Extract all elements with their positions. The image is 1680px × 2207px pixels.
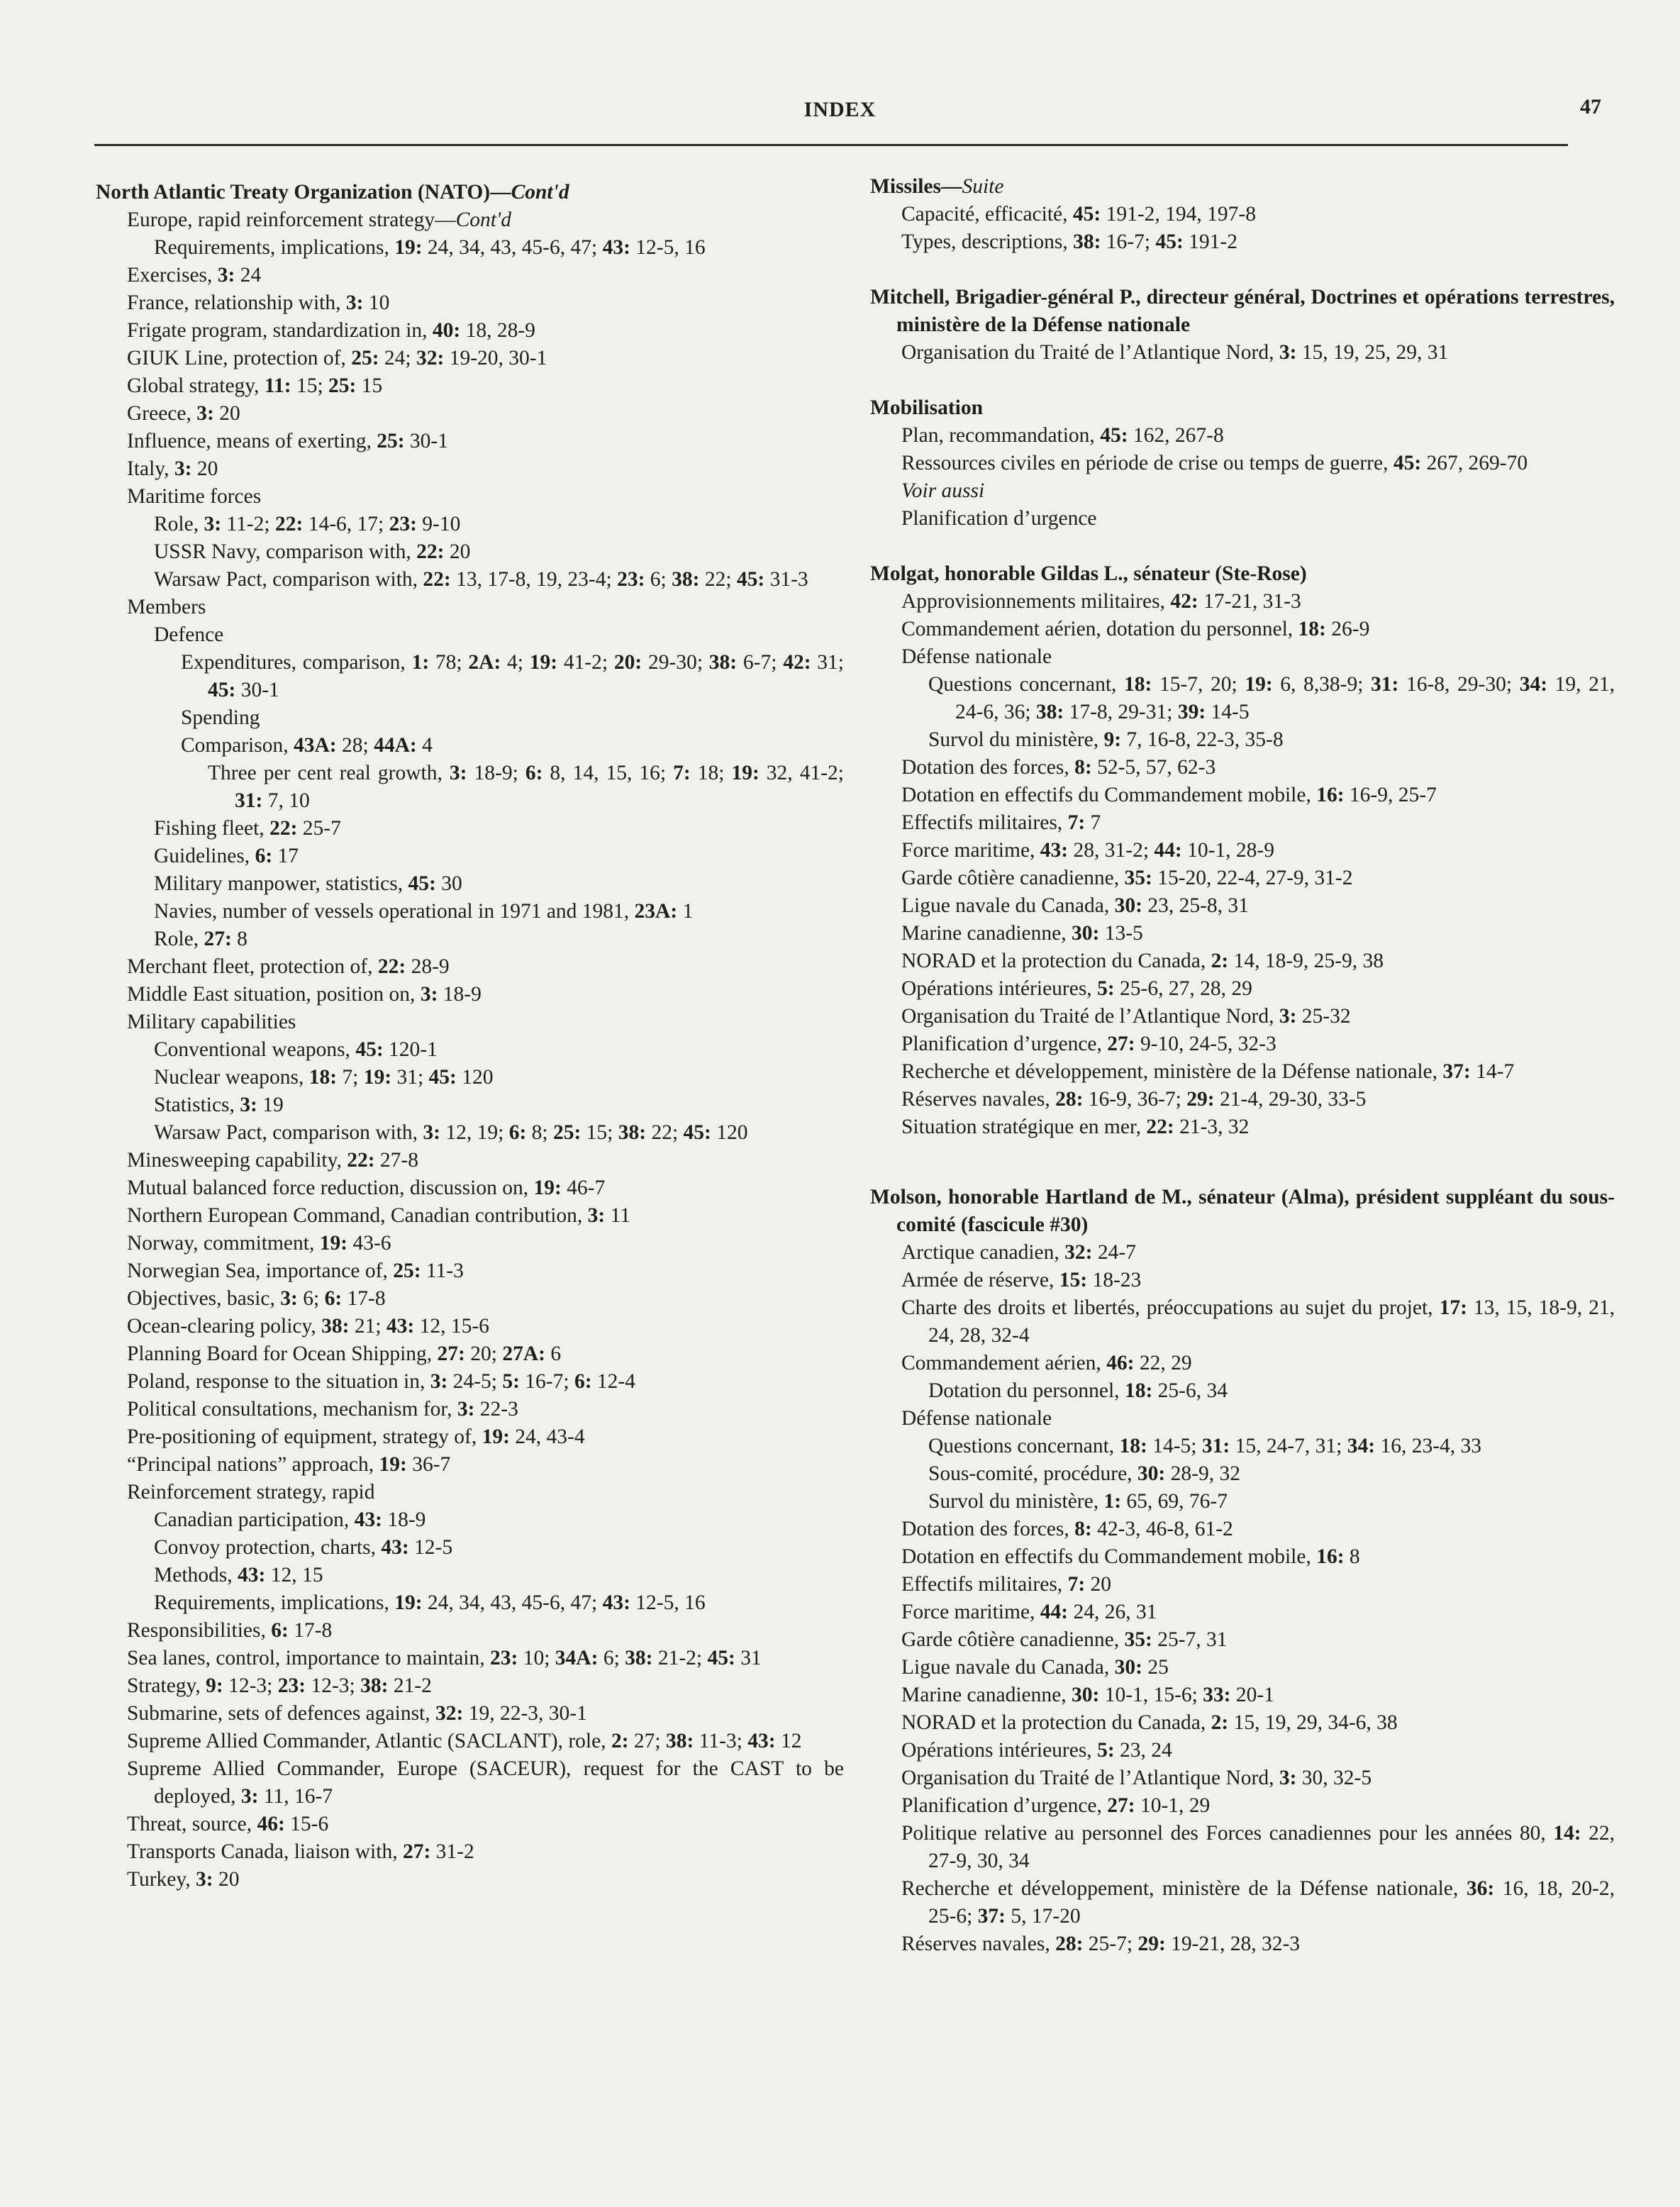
index-line: Supreme Allied Commander, Europe (SACEUR), request for the CAST to be deployed, 3: 11, 16-7 <box>127 1757 844 1808</box>
index-line: Types, descriptions, 38: 16-7; 45: 191-2 <box>901 230 1237 253</box>
index-line: Strategy, 9: 12-3; 23: 12-3; 38: 21-2 <box>127 1674 432 1697</box>
index-line: Convoy protection, charts, 43: 12-5 <box>154 1536 453 1559</box>
index-line: Planning Board for Ocean Shipping, 27: 20; 27A: 6 <box>127 1342 562 1365</box>
index-line: Global strategy, 11: 15; 25: 15 <box>127 374 383 397</box>
index-line: Members <box>127 596 206 618</box>
index-line: Sea lanes, control, importance to maintain, 23: 10; 34A: 6; 38: 21-2; 45: 31 <box>127 1647 762 1669</box>
index-line: Conventional weapons, 45: 120-1 <box>154 1038 438 1061</box>
index-line: Italy, 3: 20 <box>127 457 218 480</box>
index-line: Greece, 3: 20 <box>127 402 240 425</box>
index-line: Middle East situation, position on, 3: 18-9 <box>127 983 482 1006</box>
index-line: USSR Navy, comparison with, 22: 20 <box>154 540 471 563</box>
index-line: NORAD et la protection du Canada, 2: 14, 18-9, 25-9, 38 <box>901 950 1384 972</box>
entry-heading: Mitchell, Brigadier-général P., directeur général, Doctrines et opérations terrestres, ministère de la Défense nationale <box>870 286 1615 336</box>
index-line: Armée de réserve, 15: 18-23 <box>901 1269 1142 1291</box>
right-column <box>870 173 1615 1958</box>
index-line: Warsaw Pact, comparison with, 22: 13, 17-8, 19, 23-4; 23: 6; 38: 22; 45: 31-3 <box>154 568 808 591</box>
left-entry-lines <box>96 206 844 1894</box>
index-line: Situation stratégique en mer, 22: 21-3, 32 <box>901 1116 1250 1138</box>
index-line: Charte des droits et libertés, préoccupations au sujet du projet, 17: 13, 15, 18-9, 21, 24, 28, 32-4 <box>901 1296 1615 1347</box>
index-line: Effectifs militaires, 7: 20 <box>901 1573 1112 1596</box>
index-line: Approvisionnements militaires, 42: 17-21, 31-3 <box>901 590 1301 613</box>
index-line: Marine canadienne, 30: 10-1, 15-6; 33: 20-1 <box>901 1684 1274 1706</box>
index-line: Maritime forces <box>127 485 262 508</box>
entry-heading: North Atlantic Treaty Organization (NATO)—Cont'd <box>96 181 569 204</box>
index-line: Canadian participation, 43: 18-9 <box>154 1508 426 1531</box>
index-line: Ocean-clearing policy, 38: 21; 43: 12, 15-6 <box>127 1315 489 1338</box>
index-line: Nuclear weapons, 18: 7; 19: 31; 45: 120 <box>154 1066 494 1089</box>
index-line: Guidelines, 6: 17 <box>154 845 299 867</box>
index-line: Comparison, 43A: 28; 44A: 4 <box>181 734 433 757</box>
running-head: INDEX <box>803 98 877 121</box>
index-line: Northern European Command, Canadian contribution, 3: 11 <box>127 1204 631 1227</box>
index-line: Objectives, basic, 3: 6; 6: 17-8 <box>127 1287 386 1310</box>
index-line: Merchant fleet, protection of, 22: 28-9 <box>127 955 450 978</box>
index-line: Political consultations, mechanism for, 3: 22-3 <box>127 1398 518 1421</box>
index-line: Mutual balanced force reduction, discussion on, 19: 46-7 <box>127 1177 606 1199</box>
index-line: Commandement aérien, 46: 22, 29 <box>901 1352 1192 1374</box>
index-line: Survol du ministère, 9: 7, 16-8, 22-3, 35-8 <box>928 728 1284 751</box>
index-line: Réserves navales, 28: 25-7; 29: 19-21, 28, 32-3 <box>901 1933 1301 1955</box>
index-line: Survol du ministère, 1: 65, 69, 76-7 <box>928 1490 1228 1513</box>
index-line: Fishing fleet, 22: 25-7 <box>154 817 341 840</box>
index-line: Military manpower, statistics, 45: 30 <box>154 872 462 895</box>
index-line: Transports Canada, liaison with, 27: 31-2 <box>127 1840 474 1863</box>
index-line: Ligue navale du Canada, 30: 25 <box>901 1656 1169 1679</box>
index-line: Marine canadienne, 30: 13-5 <box>901 922 1143 945</box>
entry-spacer <box>870 533 1615 560</box>
index-line: Ressources civiles en période de crise ou temps de guerre, 45: 267, 269-70 <box>901 452 1528 474</box>
entry-heading: Molson, honorable Hartland de M., sénateur (Alma), président suppléant du sous-comité (fascicule #30) <box>870 1186 1615 1236</box>
index-line: Europe, rapid reinforcement strategy—Cont'd <box>127 209 512 231</box>
index-line: Requirements, implications, 19: 24, 34, 43, 45-6, 47; 43: 12-5, 16 <box>154 1591 706 1614</box>
index-line: Voir aussi <box>901 479 985 502</box>
entry-spacer <box>870 1141 1615 1184</box>
entry-heading: Mobilisation <box>870 396 983 419</box>
index-line: Reinforcement strategy, rapid <box>127 1481 375 1503</box>
index-line: Questions concernant, 18: 14-5; 31: 15, 24-7, 31; 34: 16, 23-4, 33 <box>928 1435 1482 1457</box>
index-line: NORAD et la protection du Canada, 2: 15, 19, 29, 34-6, 38 <box>901 1711 1398 1734</box>
index-line: Garde côtière canadienne, 35: 25-7, 31 <box>901 1628 1228 1651</box>
index-line: Organisation du Traité de l’Atlantique Nord, 3: 25-32 <box>901 1005 1351 1028</box>
index-line: Warsaw Pact, comparison with, 3: 12, 19; 6: 8; 25: 15; 38: 22; 45: 120 <box>154 1121 748 1144</box>
index-line: Submarine, sets of defences against, 32: 19, 22-3, 30-1 <box>127 1702 587 1725</box>
index-line: Organisation du Traité de l’Atlantique Nord, 3: 30, 32-5 <box>901 1767 1372 1789</box>
index-line: Navies, number of vessels operational in 1971 and 1981, 23A: 1 <box>154 900 694 923</box>
index-line: Plan, recommandation, 45: 162, 267-8 <box>901 424 1224 447</box>
header-rule <box>94 144 1568 146</box>
index-line: Pre-positioning of equipment, strategy of, 19: 24, 43-4 <box>127 1425 585 1448</box>
index-line: Arctique canadien, 32: 24-7 <box>901 1241 1136 1264</box>
index-line: Military capabilities <box>127 1011 296 1033</box>
index-line: Planification d’urgence, 27: 10-1, 29 <box>901 1794 1211 1817</box>
index-line: Commandement aérien, dotation du personnel, 18: 26-9 <box>901 618 1370 640</box>
index-line: Force maritime, 43: 28, 31-2; 44: 10-1, 28-9 <box>901 839 1275 862</box>
index-line: Norway, commitment, 19: 43-6 <box>127 1232 391 1255</box>
index-line: Dotation des forces, 8: 42-3, 46-8, 61-2 <box>901 1518 1233 1540</box>
index-line: Effectifs militaires, 7: 7 <box>901 811 1101 834</box>
index-line: Requirements, implications, 19: 24, 34, 43, 45-6, 47; 43: 12-5, 16 <box>154 236 706 259</box>
index-line: Role, 27: 8 <box>154 928 247 950</box>
index-line: Dotation en effectifs du Commandement mobile, 16: 16-9, 25-7 <box>901 784 1437 806</box>
index-line: Capacité, efficacité, 45: 191-2, 194, 197-8 <box>901 203 1256 226</box>
index-line: Responsibilities, 6: 17-8 <box>127 1619 333 1642</box>
index-line: Dotation en effectifs du Commandement mobile, 16: 8 <box>901 1545 1360 1568</box>
index-line: Planification d’urgence, 27: 9-10, 24-5, 32-3 <box>901 1033 1276 1055</box>
index-line: Ligue navale du Canada, 30: 23, 25-8, 31 <box>901 894 1249 917</box>
index-line: Poland, response to the situation in, 3: 24-5; 5: 16-7; 6: 12-4 <box>127 1370 635 1393</box>
index-line: Défense nationale <box>901 1407 1052 1430</box>
index-line: Three per cent real growth, 3: 18-9; 6: 8, 14, 15, 16; 7: 18; 19: 32, 41-2; 31: 7, 10 <box>208 762 844 812</box>
left-column <box>96 179 844 1894</box>
index-line: Réserves navales, 28: 16-9, 36-7; 29: 21-4, 29-30, 33-5 <box>901 1088 1367 1111</box>
index-line: “Principal nations” approach, 19: 36-7 <box>127 1453 451 1476</box>
index-line: Role, 3: 11-2; 22: 14-6, 17; 23: 9-10 <box>154 513 461 535</box>
index-line: Opérations intérieures, 5: 25-6, 27, 28, 29 <box>901 977 1252 1000</box>
index-line: Recherche et développement, ministère de la Défense nationale, 37: 14-7 <box>901 1060 1515 1083</box>
index-line: Turkey, 3: 20 <box>127 1868 240 1891</box>
index-line: Questions concernant, 18: 15-7, 20; 19: 6, 8,38-9; 31: 16-8, 29-30; 34: 19, 21, 24-6, 36; 38: 17-8, 29-31; 39: 14-5 <box>928 673 1615 723</box>
index-line: Exercises, 3: 24 <box>127 264 262 287</box>
entry-heading: Missiles—Suite <box>870 175 1004 198</box>
index-line: Sous-comité, procédure, 30: 28-9, 32 <box>928 1462 1240 1485</box>
entry-spacer <box>870 367 1615 394</box>
index-line: Garde côtière canadienne, 35: 15-20, 22-4, 27-9, 31-2 <box>901 867 1353 889</box>
index-line: Défense nationale <box>901 645 1052 668</box>
index-line: Force maritime, 44: 24, 26, 31 <box>901 1601 1157 1623</box>
index-line: Frigate program, standardization in, 40: 18, 28-9 <box>127 319 535 342</box>
index-line: Threat, source, 46: 15-6 <box>127 1813 329 1835</box>
index-line: Opérations intérieures, 5: 23, 24 <box>901 1739 1172 1762</box>
entry-spacer <box>870 256 1615 284</box>
index-line: Supreme Allied Commander, Atlantic (SACLANT), role, 2: 27; 38: 11-3; 43: 12 <box>127 1730 802 1752</box>
index-line: Dotation du personnel, 18: 25-6, 34 <box>928 1379 1228 1402</box>
index-line: Influence, means of exerting, 25: 30-1 <box>127 430 448 452</box>
index-line: Spending <box>181 706 260 729</box>
entry-heading: Molgat, honorable Gildas L., sénateur (Ste-Rose) <box>870 562 1307 585</box>
index-line: Methods, 43: 12, 15 <box>154 1564 323 1586</box>
index-line: France, relationship with, 3: 10 <box>127 291 390 314</box>
index-line: Dotation des forces, 8: 52-5, 57, 62-3 <box>901 756 1216 779</box>
index-line: GIUK Line, protection of, 25: 24; 32: 19-20, 30-1 <box>127 347 547 369</box>
index-line: Minesweeping capability, 22: 27-8 <box>127 1149 418 1172</box>
index-line: Planification d’urgence <box>901 507 1097 530</box>
index-line: Expenditures, comparison, 1: 78; 2A: 4; 19: 41-2; 20: 29-30; 38: 6-7; 42: 31; 45: 30-1 <box>181 651 844 701</box>
page-number: 47 <box>1580 95 1601 118</box>
index-line: Recherche et développement, ministère de la Défense nationale, 36: 16, 18, 20-2, 25-6; 37: 5, 17-20 <box>901 1877 1615 1928</box>
index-line: Defence <box>154 623 224 646</box>
index-line: Norwegian Sea, importance of, 25: 11-3 <box>127 1260 464 1282</box>
index-line: Politique relative au personnel des Forces canadiennes pour les années 80, 14: 22, 27-9, 30, 34 <box>901 1822 1615 1872</box>
index-line: Organisation du Traité de l’Atlantique Nord, 3: 15, 19, 25, 29, 31 <box>901 341 1449 364</box>
index-line: Statistics, 3: 19 <box>154 1094 284 1116</box>
